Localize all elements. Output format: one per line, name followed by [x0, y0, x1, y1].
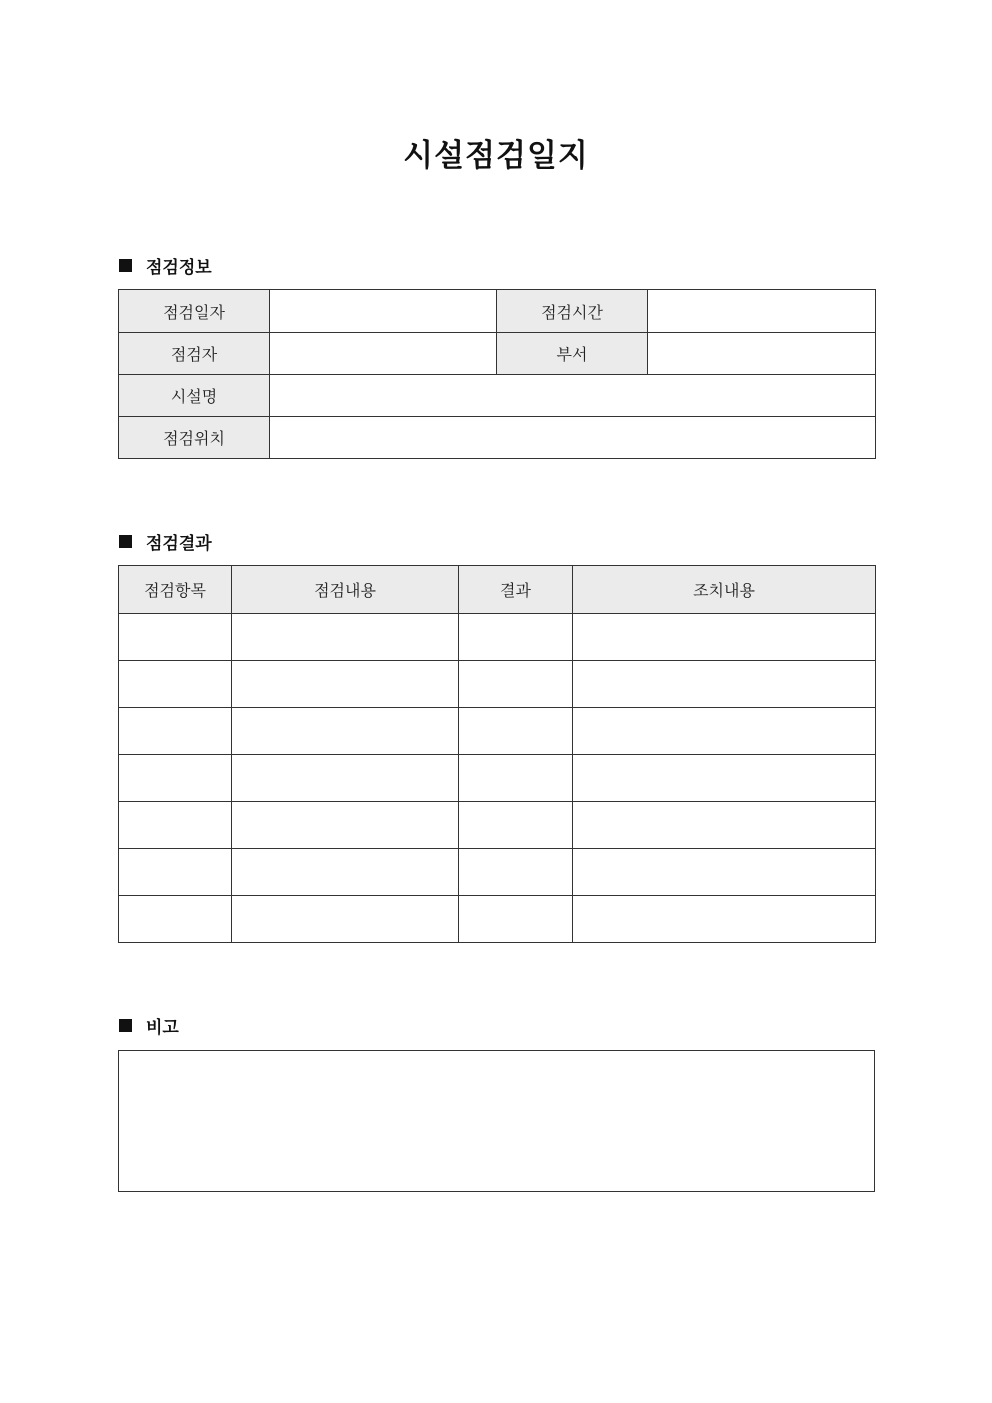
location-field[interactable]: [270, 417, 876, 459]
result-cell[interactable]: [459, 896, 573, 943]
action-cell[interactable]: [573, 708, 876, 755]
content-cell[interactable]: [232, 661, 459, 708]
remarks-section-heading: [119, 1013, 179, 1037]
info-row-facility-name: [119, 375, 876, 417]
info-row-location: [119, 417, 876, 459]
action-cell[interactable]: [573, 896, 876, 943]
time-label: 점검시간: [497, 290, 648, 333]
location-label: 점검위치: [119, 417, 270, 459]
table-row: [119, 849, 876, 896]
info-row-date-time: [119, 290, 876, 333]
item-cell[interactable]: [119, 614, 232, 661]
info-section-title: 점검정보: [146, 257, 212, 278]
inspector-label: 점검자: [119, 333, 270, 375]
item-cell[interactable]: [119, 849, 232, 896]
department-field[interactable]: [648, 333, 876, 375]
result-section-title: 점검결과: [146, 533, 212, 554]
result-header-row: [119, 566, 876, 614]
content-cell[interactable]: [232, 896, 459, 943]
item-cell[interactable]: [119, 708, 232, 755]
table-row: [119, 661, 876, 708]
action-cell[interactable]: [573, 755, 876, 802]
black-square-icon: [119, 1019, 132, 1032]
column-header-item: 점검항목: [119, 566, 232, 614]
item-cell[interactable]: [119, 802, 232, 849]
result-cell[interactable]: [459, 849, 573, 896]
table-row: [119, 802, 876, 849]
content-cell[interactable]: [232, 755, 459, 802]
result-cell[interactable]: [459, 802, 573, 849]
item-cell[interactable]: [119, 896, 232, 943]
info-table: [118, 289, 876, 459]
column-header-action: 조치내용: [573, 566, 876, 614]
black-square-icon: [119, 535, 132, 548]
remarks-section-title: 비고: [146, 1017, 179, 1038]
column-header-content: 점검내용: [232, 566, 459, 614]
inspector-field[interactable]: [270, 333, 497, 375]
table-row: [119, 755, 876, 802]
result-table: [118, 565, 876, 943]
black-square-icon: [119, 259, 132, 272]
content-cell[interactable]: [232, 708, 459, 755]
table-row: [119, 708, 876, 755]
document-title: 시설점검일지: [403, 138, 589, 174]
facility-name-label: 시설명: [119, 375, 270, 417]
date-label: 점검일자: [119, 290, 270, 333]
table-row: [119, 896, 876, 943]
content-cell[interactable]: [232, 849, 459, 896]
table-row: [119, 614, 876, 661]
content-cell[interactable]: [232, 614, 459, 661]
result-cell[interactable]: [459, 708, 573, 755]
date-field[interactable]: [270, 290, 497, 333]
result-cell[interactable]: [459, 614, 573, 661]
facility-name-field[interactable]: [270, 375, 876, 417]
result-cell[interactable]: [459, 755, 573, 802]
item-cell[interactable]: [119, 661, 232, 708]
action-cell[interactable]: [573, 802, 876, 849]
action-cell[interactable]: [573, 849, 876, 896]
item-cell[interactable]: [119, 755, 232, 802]
result-section-heading: [119, 529, 212, 553]
time-field[interactable]: [648, 290, 876, 333]
remarks-field[interactable]: [118, 1050, 875, 1192]
column-header-result: 결과: [459, 566, 573, 614]
action-cell[interactable]: [573, 661, 876, 708]
action-cell[interactable]: [573, 614, 876, 661]
info-section-heading: [119, 253, 212, 277]
content-cell[interactable]: [232, 802, 459, 849]
result-cell[interactable]: [459, 661, 573, 708]
department-label: 부서: [497, 333, 648, 375]
info-row-inspector-department: [119, 333, 876, 375]
